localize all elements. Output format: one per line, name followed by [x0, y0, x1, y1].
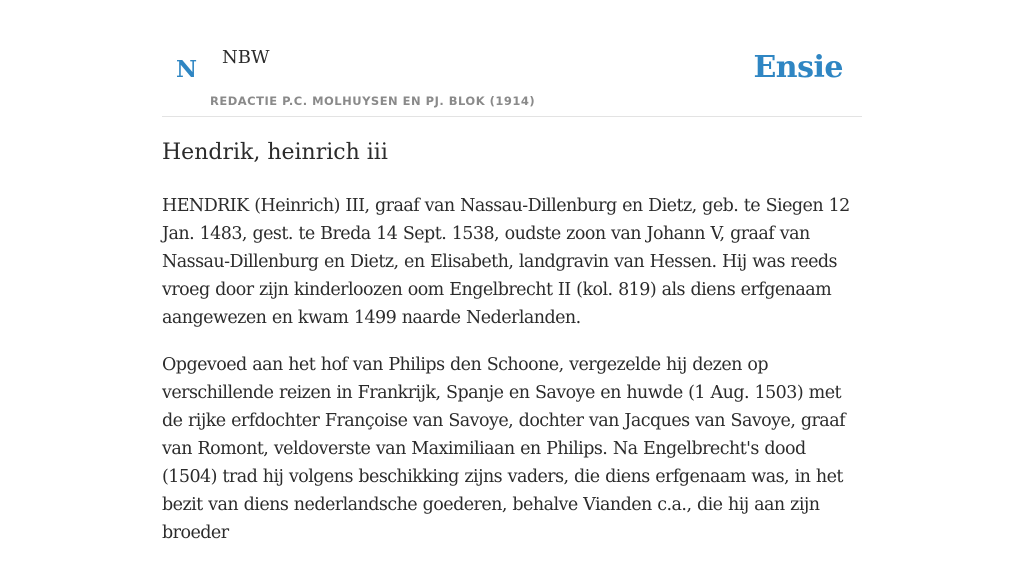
article-paragraph: HENDRIK (Heinrich) III, graaf van Nassau-Dillenburg en Dietz, geb. te Siegen 12 Jan. 1483, gest. te Breda 14 Sept. 1538, oudste zoon van Johann V, graaf van Nassau-Dillenburg en Dietz, en Elisabeth, landgravin van Hessen. Hij was reeds vroeg door zijn kinderloozen oom Engelbrecht II (kol. 819) als diens erfgenaam aangewezen en kwam 1499 naarde Nederlanden.: [162, 196, 850, 328]
source-name[interactable]: NBW: [222, 47, 270, 68]
article-body: [162, 192, 862, 566]
site-header: [162, 0, 862, 117]
brand-logo[interactable]: Ensie: [753, 50, 843, 85]
page-title: Hendrik, heinrich iii: [162, 140, 388, 165]
source-logo[interactable]: N: [176, 56, 198, 83]
article-paragraph: Opgevoed aan het hof van Philips den Schoone, vergezelde hij dezen op verschillende reizen in Frankrijk, Spanje en Savoye en huwde (1 Aug. 1503) met de rijke erfdochter Françoise van Savoye, dochter van Jacques van Savoye, graaf van Romont, veldoverste van Maximiliaan en Philips. Na Engelbrecht's dood (1504) trad hij volgens beschikking zijns vaders, die diens erfgenaam was, in het bezit van diens nederlandsche goederen, behalve Vianden c.a., die hij aan zijn broeder: [162, 355, 846, 543]
source-credit: REDACTIE P.C. MOLHUYSEN EN PJ. BLOK (1914): [210, 94, 536, 108]
